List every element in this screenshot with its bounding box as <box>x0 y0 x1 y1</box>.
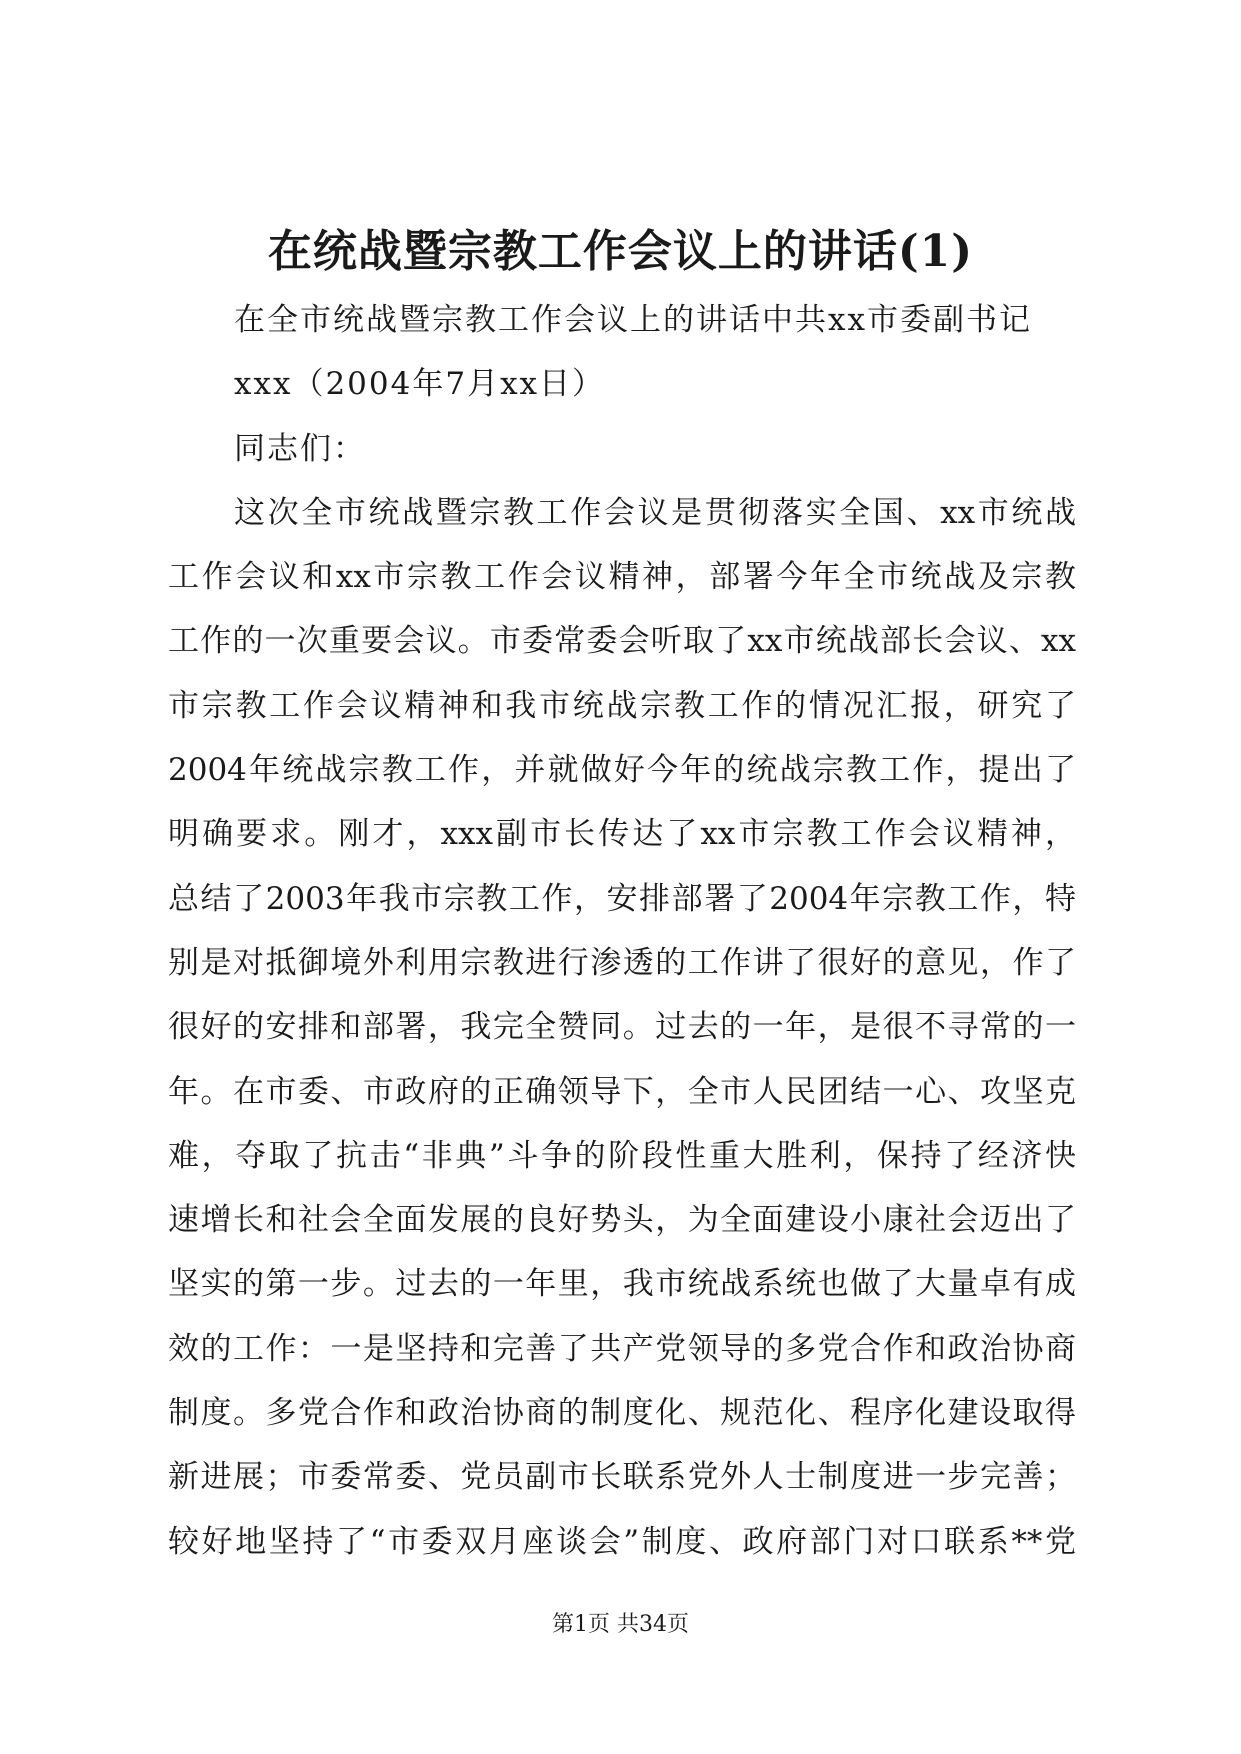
body-line-subtitle-2: xxx（2004年7月xx日） <box>234 366 606 403</box>
body-line: 市宗教工作会议精神和我市统战宗教工作的情况汇报，研究了 <box>168 687 1076 724</box>
body-line: 工作会议和xx市宗教工作会议精神，部署今年全市统战及宗教 <box>168 559 1076 596</box>
body-line: 制度。多党合作和政治协商的制度化、规范化、程序化建设取得 <box>168 1395 1076 1432</box>
document-title: 在统战暨宗教工作会议上的讲话(1) <box>267 226 974 277</box>
body-line: 坚实的第一步。过去的一年里，我市统战系统也做了大量卓有成 <box>168 1266 1076 1303</box>
body-line: 难，夺取了抗击“非典”斗争的阶段性重大胜利，保持了经济快 <box>168 1137 1076 1174</box>
body-line: 速增长和社会全面发展的良好势头，为全面建设小康社会迈出了 <box>168 1202 1076 1239</box>
body-line: 很好的安排和部署，我完全赞同。过去的一年，是很不寻常的一 <box>168 1009 1076 1046</box>
body-line: 这次全市统战暨宗教工作会议是贯彻落实全国、xx市统战 <box>234 494 1076 531</box>
page-footer: 第1页 共34页 <box>552 1612 689 1637</box>
body-line: 别是对抵御境外利用宗教进行渗透的工作讲了很好的意见，作了 <box>168 944 1076 981</box>
body-line-salutation: 同志们： <box>234 430 366 467</box>
body-line: 明确要求。刚才，xxx副市长传达了xx市宗教工作会议精神， <box>168 816 1076 853</box>
document-body <box>168 288 1076 1574</box>
body-line: 总结了2003年我市宗教工作，安排部署了2004年宗教工作，特 <box>168 880 1076 917</box>
body-line: 较好地坚持了“市委双月座谈会”制度、政府部门对口联系**党 <box>168 1523 1076 1560</box>
body-line: 新进展；市委常委、党员副市长联系党外人士制度进一步完善； <box>168 1459 1076 1496</box>
body-line: 2004年统战宗教工作，并就做好今年的统战宗教工作，提出了 <box>168 752 1076 789</box>
body-line-subtitle-1: 在全市统战暨宗教工作会议上的讲话中共xx市委副书记 <box>234 302 1032 338</box>
body-line: 工作的一次重要会议。市委常委会听取了xx市统战部长会议、xx <box>168 623 1076 660</box>
body-line: 效的工作：一是坚持和完善了共产党领导的多党合作和政治协商 <box>168 1330 1076 1367</box>
body-line: 年。在市委、市政府的正确领导下，全市人民团结一心、攻坚克 <box>168 1073 1076 1110</box>
